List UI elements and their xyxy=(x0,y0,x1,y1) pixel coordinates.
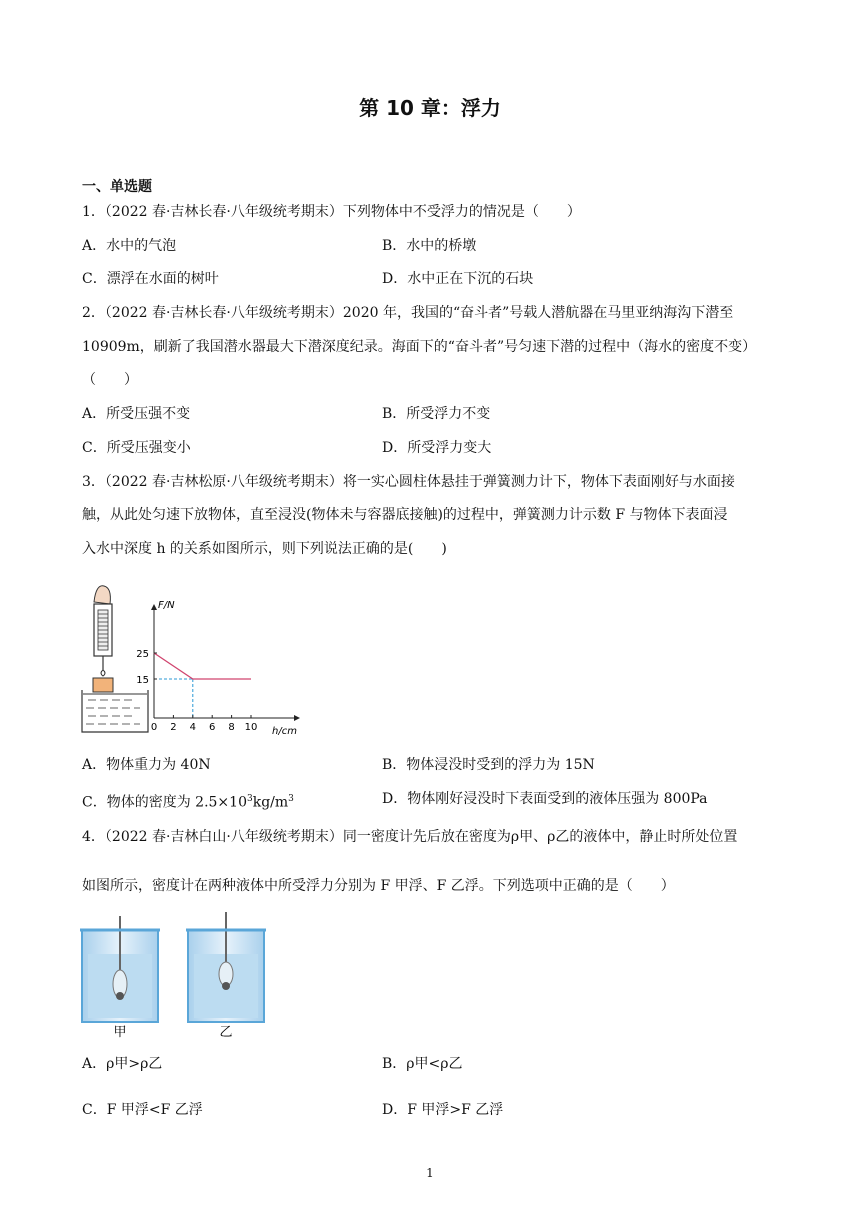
q2-line-1: 2．（2022 春·吉林长春·八年级统考期末）2020 年，我国的“奋斗者”号载人潜航器在马里亚纳海沟下潜至 xyxy=(82,305,734,321)
q4-option-d: D．F 甲浮>F 乙浮 xyxy=(382,1102,504,1118)
page-title: 第 10 章：浮力 xyxy=(359,96,501,120)
beaker-yi xyxy=(186,912,266,1022)
q3-option-d: D．物体刚好浸没时下表面受到的液体压强为 800Pa xyxy=(382,791,708,807)
graph-x-tick-label: 6 xyxy=(209,722,216,733)
q2-option-b: B．所受浮力不变 xyxy=(382,406,491,422)
q2-option-d: D．所受浮力变大 xyxy=(382,440,492,456)
section-heading: 一、单选题 xyxy=(82,179,152,195)
q1-option-a: A．水中的气泡 xyxy=(82,238,177,254)
q4-option-c: C．F 甲浮<F 乙浮 xyxy=(82,1102,203,1118)
page-number: 1 xyxy=(426,1166,434,1180)
q3-line-2: 触，从此处匀速下放物体，直至浸没(物体未与容器底接触)的过程中，弹簧测力计示数 F 与物体下表面浸 xyxy=(82,507,728,523)
q1-option-c: C．漂浮在水面的树叶 xyxy=(82,271,219,287)
q4-option-b: B．ρ甲<ρ乙 xyxy=(382,1056,463,1072)
q3-line-1: 3．（2022 春·吉林松原·八年级统考期末）将一实心圆柱体悬挂于弹簧测力计下，物体下表面刚好与水面接 xyxy=(82,474,735,490)
label-jia: 甲 xyxy=(113,1025,127,1040)
q4-line-2: 如图所示，密度计在两种液体中所受浮力分别为 F 甲浮、F 乙浮。下列选项中正确的是（ ） xyxy=(82,878,675,894)
force-depth-graph xyxy=(132,596,302,741)
q2-option-a: A．所受压强不变 xyxy=(82,406,191,422)
q2-line-3: （ ） xyxy=(82,372,138,388)
graph-x-axis-arrow xyxy=(294,715,300,721)
graph-x-tick-label: 8 xyxy=(228,722,235,733)
graph-x-tick-label: 2 xyxy=(170,722,177,733)
graph-y-tick-label: 25 xyxy=(136,649,149,660)
q3-option-a: A．物体重力为 40N xyxy=(82,757,211,773)
hand-icon xyxy=(94,586,110,604)
q2-line-2: 10909m，刷新了我国潜水器最大下潜深度纪录。海面下的“奋斗者”号匀速下潜的过程中（海水的密度不变） xyxy=(82,339,757,355)
graph-y-axis-arrow xyxy=(151,604,157,610)
beaker-jia xyxy=(80,916,160,1022)
graph-x-tick-label: 10 xyxy=(244,722,258,733)
q3-line-3: 入水中深度 h 的关系如图所示，则下列说法正确的是( ) xyxy=(82,541,447,557)
graph-series-line-0 xyxy=(154,653,251,679)
q3-option-b: B．物体浸没时受到的浮力为 15N xyxy=(382,757,595,773)
hydrometer-beakers-illustration xyxy=(80,910,270,1040)
q1-stem: 1．（2022 春·吉林长春·八年级统考期末）下列物体中不受浮力的情况是（ ） xyxy=(82,204,581,220)
graph-x-tick-label: 4 xyxy=(189,722,196,733)
graph-y-axis-label: F/N xyxy=(158,600,175,611)
graph-x-axis-label: h/cm xyxy=(272,726,297,737)
graph-y-tick-label: 15 xyxy=(136,675,149,686)
label-yi: 乙 xyxy=(219,1025,233,1040)
q4-option-a: A．ρ甲>ρ乙 xyxy=(82,1056,163,1072)
q2-option-c: C．所受压强变小 xyxy=(82,440,191,456)
q1-option-d: D．水中正在下沉的石块 xyxy=(382,271,534,287)
q4-line-1: 4．（2022 春·吉林白山·八年级统考期末）同一密度计先后放在密度为ρ甲、ρ乙的液体中，静止时所处位置 xyxy=(82,829,738,845)
q3-option-c: C．物体的密度为 $2.5\times 10^3kg/m^3$ xyxy=(82,794,294,811)
q1-option-b: B．水中的桥墩 xyxy=(382,238,477,254)
graph-x-tick-label: 0 xyxy=(150,722,158,733)
